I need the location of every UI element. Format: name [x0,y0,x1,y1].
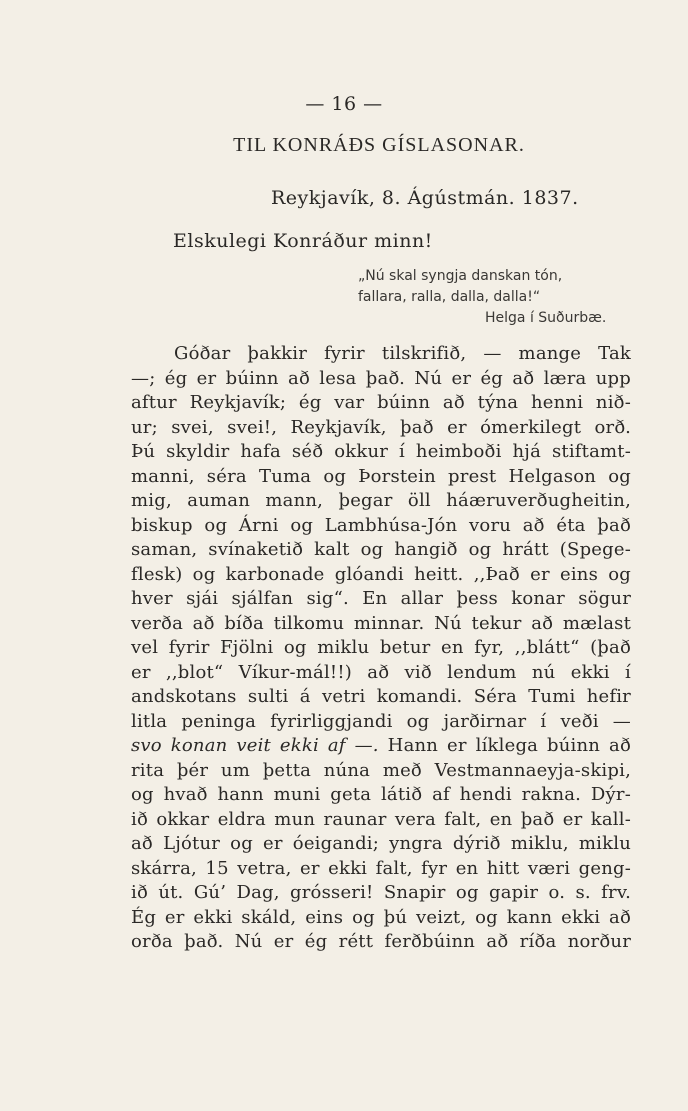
body-line-tail: Hann er líklega búinn að [387,735,631,756]
body-line: hver sjái sjálfan sig“. En allar þess konar sögur [131,588,631,609]
body-line: Þú skyldir hafa séð okkur í heimboði hjá stiftamt- [131,441,631,462]
body-line: orða það. Nú er ég rétt ferðbúinn að ríða norður [131,931,631,952]
body-line: flesk) og karbonade glóandi heitt. ,,Það er eins og [131,563,631,585]
body-line: ið út. Gú’ Dag, grósseri! Snapir og gapir o. s. frv. [131,882,631,903]
body-line: —; ég er búinn að lesa það. Nú er ég að læra upp [131,367,631,389]
body-line: að Ljótur og er óeigandi; yngra dýrið miklu, miklu [131,833,631,854]
letter-heading: TIL KONRÁÐS GÍSLASONAR. [233,134,525,156]
body-line: vel fyrir Fjölni og miklu betur en fyr, ,,blátt“ (það [131,637,631,658]
body-line: litla peninga fyrirliggjandi og jarðirnar í veði — [131,710,631,732]
body-line: skárra, 15 vetra, er ekki falt, fyr en hitt væri geng- [131,857,631,879]
epigraph-line: „Nú skal syngja danskan tón, [358,268,563,284]
body-line: aftur Reykjavík; ég var búinn að týna henni nið- [131,392,631,413]
body-line: andskotans sulti á vetri komandi. Séra Tumi hefir [131,686,631,707]
body-line: Góðar þakkir fyrir tilskrifið, — mange Tak [174,343,631,364]
body-line: og hvað hann muni geta látið af hendi rakna. Dýr- [131,784,631,805]
letter-dateline: Reykjavík, 8. Ágústmán. 1837. [271,187,579,209]
body-line: ið okkar eldra mun raunar vera falt, en það er kall- [131,808,631,830]
body-line: manni, séra Tuma og Þorstein prest Helgason og [131,465,631,487]
body-line: ur; svei, svei!, Reykjavík, það er ómerkilegt orð. [131,416,631,438]
body-line: mig, auman mann, þegar öll háæruverðugheitin, [131,490,631,511]
epigraph-line: fallara, ralla, dalla, dalla!“ [358,289,541,305]
letter-body [131,342,631,955]
italic-phrase: svo konan veit ekki af —. [131,735,379,756]
body-line: verða að bíða tilkomu minnar. Nú tekur að mælast [131,612,631,634]
body-line: saman, svínaketið kalt og hangið og hrátt (Spege- [131,539,631,560]
epigraph [358,266,648,329]
page-number: — 16 — [305,93,383,115]
letter-salutation: Elskulegi Konráður minn! [173,230,433,252]
body-line-mixed [131,734,631,759]
body-line: Ég er ekki skáld, eins og þú veizt, og kann ekki að [131,906,631,928]
body-line: rita þér um þetta núna með Vestmannaeyja-skipi, [131,759,631,781]
body-line: er ,,blot“ Víkur-mál!!) að við lendum nú ekki í [131,661,631,683]
body-line: biskup og Árni og Lambhúsa-Jón voru að éta það [131,514,631,536]
epigraph-attribution: Helga í Suðurbæ. [485,310,607,326]
